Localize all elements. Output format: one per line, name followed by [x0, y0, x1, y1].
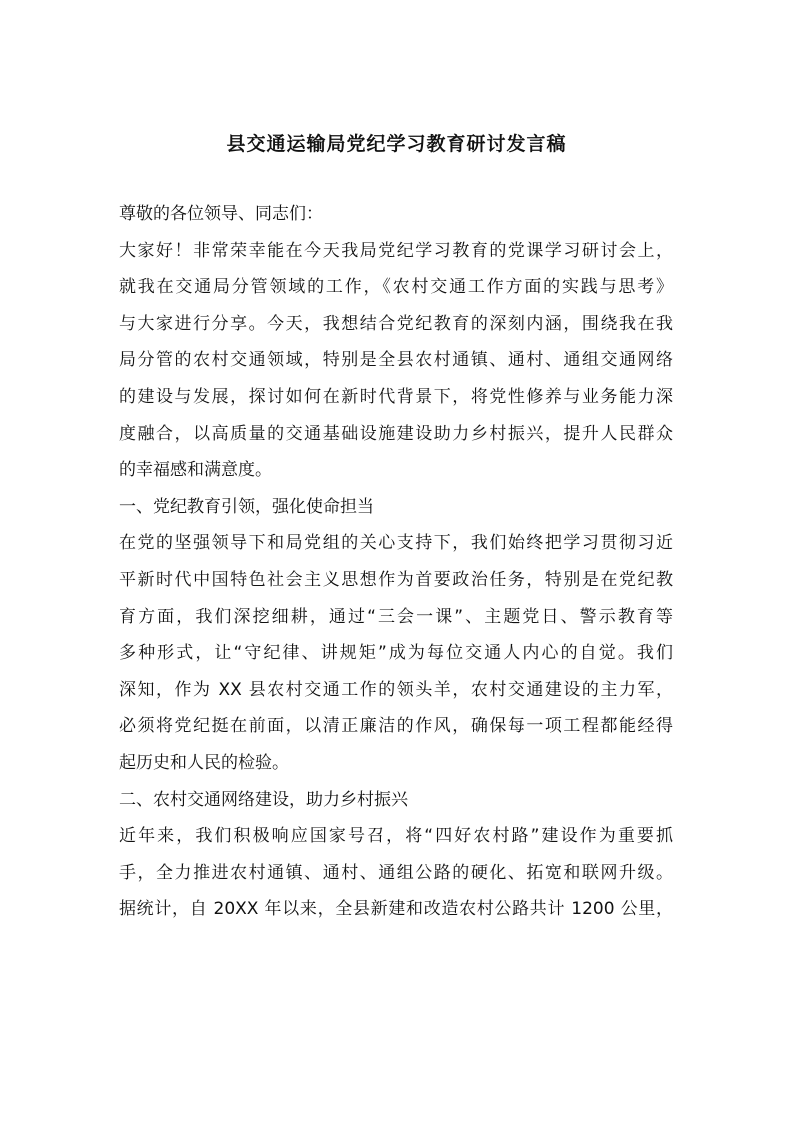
paragraph-section-2: [119, 818, 673, 928]
document-body: [119, 196, 673, 928]
text-line: 的幸福感和满意度。: [119, 460, 272, 481]
section-heading-1: 一、党纪教育引领，强化使命担当: [119, 496, 374, 517]
text-line: 必须将党纪挺在前面，以清正廉洁的作风，确保每一项工程都能经得: [119, 716, 673, 737]
paragraph-section-1: [119, 525, 673, 781]
text-line: 度融合，以高质量的交通基础设施建设助力乡村振兴，提升人民群众: [119, 423, 673, 444]
paragraph-intro: [119, 233, 673, 489]
text-line: 育方面，我们深挖细耕，通过“三会一课”、主题党日、警示教育等: [119, 606, 673, 627]
section-heading-2: 二、农村交通网络建设，助力乡村振兴: [119, 789, 408, 810]
text-line: 局分管的农村交通领域，特别是全县农村通镇、通村、通组交通网络: [119, 350, 673, 371]
text-line: 大家好！非常荣幸能在今天我局党纪学习教育的党课学习研讨会上，: [119, 240, 673, 261]
text-line: 就我在交通局分管领域的工作，《农村交通工作方面的实践与思考》: [119, 277, 673, 298]
text-line: 平新时代中国特色社会主义思想作为首要政治任务，特别是在党纪教: [119, 569, 673, 590]
text-line: 手，全力推进农村通镇、通村、通组公路的硬化、拓宽和联网升级。: [119, 862, 673, 883]
document-title: 县交通运输局党纪学习教育研讨发言稿: [226, 133, 567, 155]
text-line: 起历史和人民的检验。: [119, 752, 289, 773]
text-line: 的建设与发展，探讨如何在新时代背景下，将党性修养与业务能力深: [119, 386, 673, 407]
text-line: 在党的坚强领导下和局党组的关心支持下，我们始终把学习贯彻习近: [119, 533, 673, 554]
salutation: 尊敬的各位领导、同志们：: [119, 204, 323, 224]
text-line: 据统计，自 20XX 年以来，全县新建和改造农村公路共计 1200 公里，: [119, 899, 673, 920]
text-line: 深知，作为 XX 县农村交通工作的领头羊，农村交通建设的主力军，: [119, 679, 673, 700]
text-line: 与大家进行分享。今天，我想结合党纪教育的深刻内涵，围绕我在我: [119, 313, 673, 334]
text-line: 多种形式，让“守纪律、讲规矩”成为每位交通人内心的自觉。我们: [119, 643, 673, 664]
text-line: 近年来，我们积极响应国家号召，将“四好农村路”建设作为重要抓: [119, 826, 673, 847]
